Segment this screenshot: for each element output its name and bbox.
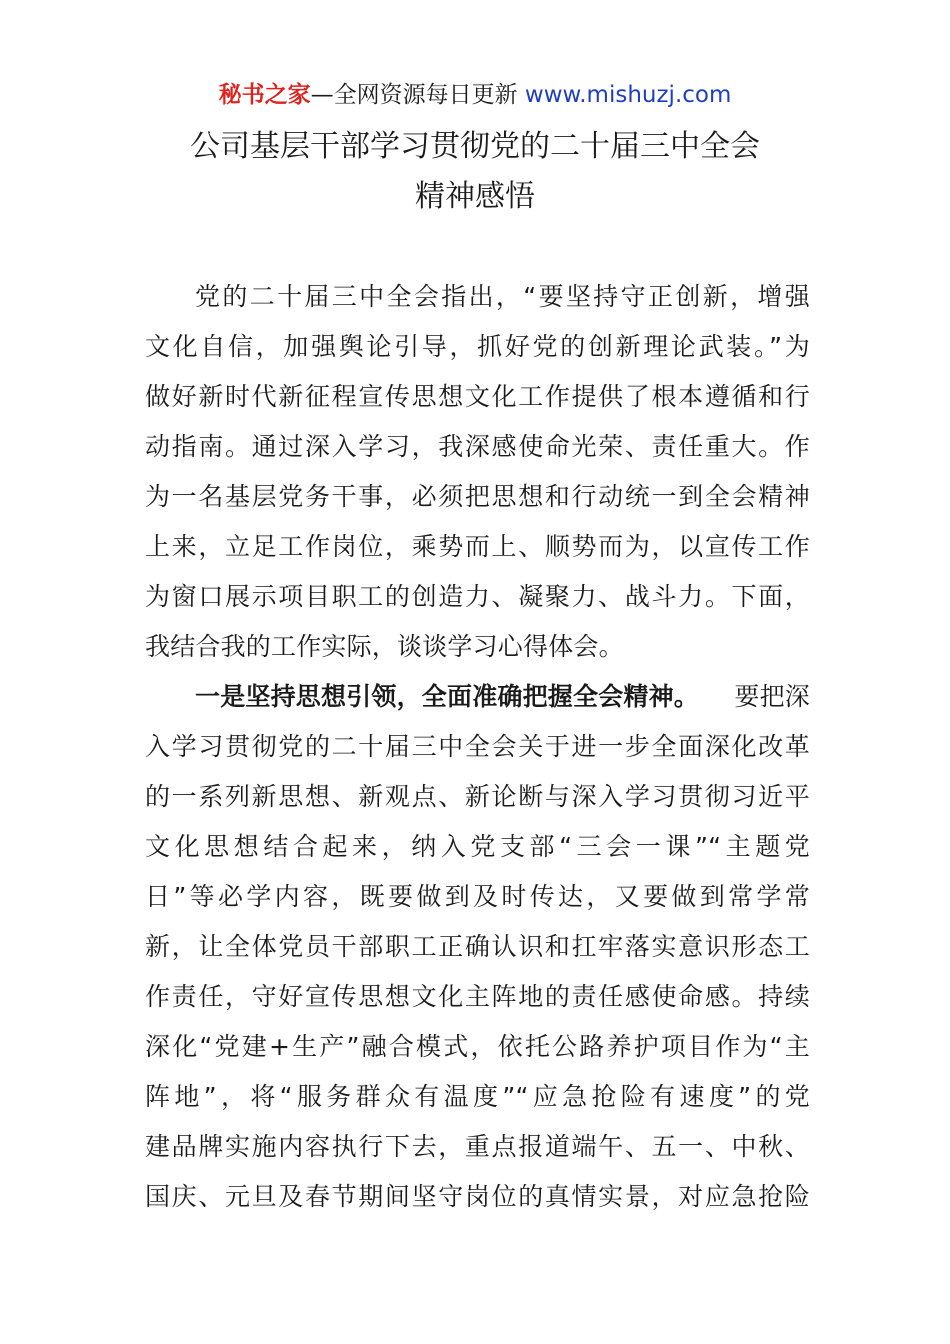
- body-line: 日”等必学内容，既要做到及时传达，又要做到常学常: [145, 882, 810, 911]
- body-line: 文化思想结合起来，纳入党支部“三会一课”“主题党: [145, 832, 810, 861]
- site-banner: [0, 78, 950, 112]
- body-line: 为一名基层党务干事，必须把思想和行动统一到全会精神: [145, 482, 810, 511]
- document-title-line-1: 公司基层干部学习贯彻党的二十届三中全会: [190, 129, 760, 164]
- site-tagline: —全网资源每日更新: [310, 82, 525, 108]
- body-line: 建品牌实施内容执行下去，重点报道端午、五一、中秋、: [145, 1132, 810, 1161]
- body-line: 入学习贯彻党的二十届三中全会关于进一步全面深化改革: [145, 732, 810, 761]
- body-line: 上来，立足工作岗位，乘势而上、顺势而为，以宣传工作: [145, 532, 810, 561]
- section-heading-1: 一是坚持思想引领，全面准确把握全会精神。: [195, 682, 700, 711]
- site-brand: 秘书之家: [218, 82, 311, 108]
- body-line: 党的二十届三中全会指出，“要坚持守正创新，增强: [195, 282, 810, 311]
- body-line: 做好新时代新征程宣传思想文化工作提供了根本遵循和行: [145, 382, 810, 411]
- body-line: 动指南。通过深入学习，我深感使命光荣、责任重大。作: [145, 432, 810, 461]
- body-line: 的一系列新思想、新观点、新论断与深入学习贯彻习近平: [145, 782, 810, 811]
- body-line: 作责任，守好宣传思想文化主阵地的责任感使命感。持续: [145, 982, 810, 1011]
- body-line: 文化自信，加强舆论引导，抓好党的创新理论武装。”为: [145, 332, 810, 361]
- site-url-link[interactable]: www.mishuzj.com: [524, 82, 732, 108]
- body-line: 国庆、元旦及春节期间坚守岗位的真情实景，对应急抢险: [145, 1182, 810, 1211]
- body-line: 阵地”，将“服务群众有温度”“应急抢险有速度”的党: [145, 1082, 810, 1111]
- body-line: 为窗口展示项目职工的创造力、凝聚力、战斗力。下面，: [145, 582, 810, 611]
- document-title-line-2: 精神感悟: [415, 179, 535, 214]
- body-line: [195, 672, 810, 722]
- body-line: 我结合我的工作实际，谈谈学习心得体会。: [145, 632, 624, 661]
- body-line: 新，让全体党员干部职工正确认识和扛牢落实意识形态工: [145, 932, 810, 961]
- body-line-fragment: 要把深: [734, 682, 810, 711]
- body-line: 深化“党建+生产”融合模式，依托公路养护项目作为“主: [145, 1032, 810, 1061]
